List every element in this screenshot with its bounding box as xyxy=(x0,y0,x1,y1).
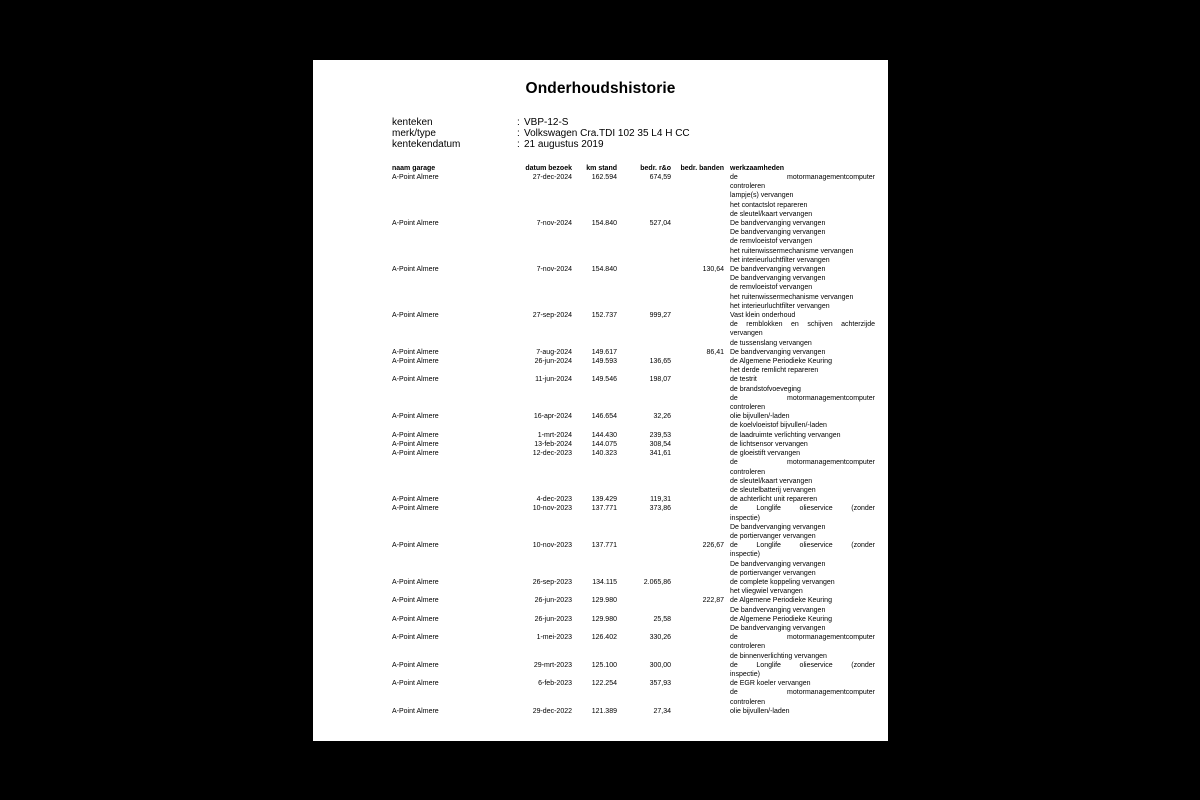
work-description xyxy=(730,357,875,375)
work-line: de motormanagementcomputer xyxy=(730,634,875,642)
work-line: De bandvervanging vervangen xyxy=(730,275,826,283)
amount-tires: 130,64 xyxy=(702,266,724,274)
work-description xyxy=(730,440,875,449)
work-line: de motormanagementcomputer xyxy=(730,174,875,181)
table-row xyxy=(313,633,888,661)
work-line: De bandvervanging vervangen xyxy=(730,229,826,237)
table-row xyxy=(313,449,888,495)
work-line: de testrit xyxy=(730,376,757,384)
garage-name: A-Point Almere xyxy=(392,376,439,384)
amount-repair: 136,65 xyxy=(649,358,671,366)
garage-name: A-Point Almere xyxy=(392,413,439,421)
work-line: De bandvervanging vervangen xyxy=(730,348,826,356)
meta-value: Volkswagen Cra.TDI 102 35 L4 H CC xyxy=(524,128,690,139)
visit-date: 6-feb-2023 xyxy=(538,680,572,688)
table-row xyxy=(313,661,888,679)
garage-name: A-Point Almere xyxy=(392,440,439,448)
visit-date: 29-dec-2022 xyxy=(532,707,572,715)
work-line: de EGR koeler vervangen xyxy=(730,680,811,688)
work-description xyxy=(730,412,875,430)
mileage: 154.840 xyxy=(591,266,617,274)
visit-date: 12-dec-2023 xyxy=(532,450,572,458)
work-line: controleren xyxy=(730,183,766,191)
garage-name: A-Point Almere xyxy=(392,634,439,642)
work-line: vervangen xyxy=(730,330,763,338)
table-row xyxy=(313,219,888,265)
work-description xyxy=(730,431,875,440)
work-line: het vliegwiel vervangen xyxy=(730,588,803,596)
header-garage: naam garage xyxy=(392,165,436,172)
work-description xyxy=(730,449,875,495)
mileage: 137.771 xyxy=(591,505,617,513)
amount-repair: 373,86 xyxy=(649,505,671,513)
page-title: Onderhoudshistorie xyxy=(525,80,676,97)
mileage: 134.115 xyxy=(592,578,617,586)
visit-date: 26-jun-2023 xyxy=(534,597,572,605)
garage-name: A-Point Almere xyxy=(392,578,439,586)
work-line: het interieurluchtfilter vervangen xyxy=(730,256,830,264)
visit-date: 7-nov-2024 xyxy=(536,220,572,228)
garage-name: A-Point Almere xyxy=(392,496,439,504)
work-line: het ruitenwissermechanisme vervangen xyxy=(730,247,854,255)
work-line: de laadruimte verlichting vervangen xyxy=(730,431,841,439)
work-description xyxy=(730,707,875,716)
work-line: de motormanagementcomputer xyxy=(730,689,875,697)
visit-date: 16-apr-2024 xyxy=(533,413,572,421)
amount-repair: 330,26 xyxy=(649,634,671,642)
amount-tires: 222,87 xyxy=(702,597,724,605)
work-line: de binnenverlichting vervangen xyxy=(730,652,827,660)
visit-date: 11-jun-2024 xyxy=(535,376,572,384)
work-line: de Longlife olieservice (zonder xyxy=(730,661,875,669)
work-line: De bandvervanging vervangen xyxy=(730,606,826,614)
header-ro: bedr. r&o xyxy=(640,165,671,172)
amount-repair: 25,58 xyxy=(653,615,671,623)
mileage: 149.546 xyxy=(591,376,617,384)
work-line: de lichtsensor vervangen xyxy=(730,440,808,448)
visit-date: 27-sep-2024 xyxy=(532,312,572,320)
meta-row-merk-type xyxy=(392,128,690,139)
garage-name: A-Point Almere xyxy=(392,661,439,669)
mileage: 152.737 xyxy=(591,312,617,320)
work-line: de achterlicht unit repareren xyxy=(730,496,818,504)
garage-name: A-Point Almere xyxy=(392,505,439,513)
visit-date: 4-dec-2023 xyxy=(536,496,572,504)
visit-date: 7-nov-2024 xyxy=(536,266,572,274)
work-line: de sleutelbatterij vervangen xyxy=(730,486,816,494)
work-line: de remvloeistof vervangen xyxy=(730,238,813,246)
work-line: de Algemene Periodieke Keuring xyxy=(730,358,832,366)
visit-date: 7-aug-2024 xyxy=(536,348,572,356)
work-line: controleren xyxy=(730,698,766,706)
document-page xyxy=(313,60,888,741)
meta-label: merk/type xyxy=(392,128,436,139)
visit-date: 26-jun-2024 xyxy=(534,358,572,366)
work-line: de sleutel/kaart vervangen xyxy=(730,477,813,485)
table-row xyxy=(313,357,888,375)
mileage: 129.980 xyxy=(591,597,617,605)
table-row xyxy=(313,707,888,716)
header-work: werkzaamheden xyxy=(730,165,785,172)
work-description xyxy=(730,375,875,412)
visit-date: 13-feb-2024 xyxy=(534,440,572,448)
amount-repair: 308,54 xyxy=(649,440,671,448)
visit-date: 1-mei-2023 xyxy=(536,634,572,642)
work-description xyxy=(730,495,875,504)
work-description xyxy=(730,615,875,633)
work-line: olie bijvullen/-laden xyxy=(730,707,790,715)
mileage: 162.594 xyxy=(591,174,617,181)
work-line: Vast klein onderhoud xyxy=(730,312,796,320)
garage-name: A-Point Almere xyxy=(392,312,439,320)
table-row xyxy=(313,431,888,440)
meta-row-kentekendatum xyxy=(392,139,690,150)
work-line: De bandvervanging vervangen xyxy=(730,523,826,531)
maintenance-table xyxy=(313,173,888,716)
garage-name: A-Point Almere xyxy=(392,266,439,274)
work-line: de remblokken en schijven achterzijde xyxy=(730,321,875,329)
work-description xyxy=(730,541,875,578)
visit-date: 26-jun-2023 xyxy=(534,615,572,623)
header-km: km stand xyxy=(586,165,617,172)
mileage: 140.323 xyxy=(591,450,617,458)
amount-repair: 27,34 xyxy=(653,707,671,715)
meta-label: kentekendatum xyxy=(392,139,461,150)
amount-repair: 2.065,86 xyxy=(643,578,671,586)
work-line: de Algemene Periodieke Keuring xyxy=(730,615,832,623)
work-line: het derde remlicht repareren xyxy=(730,367,819,375)
work-line: het contactslot repareren xyxy=(730,201,808,209)
garage-name: A-Point Almere xyxy=(392,707,439,715)
meta-value: 21 augustus 2019 xyxy=(524,139,604,150)
work-line: de sleutel/kaart vervangen xyxy=(730,210,813,218)
work-line: de Algemene Periodieke Keuring xyxy=(730,597,832,605)
mileage: 126.402 xyxy=(591,634,617,642)
work-description xyxy=(730,633,875,661)
table-row xyxy=(313,265,888,311)
garage-name: A-Point Almere xyxy=(392,597,439,605)
work-line: de Longlife olieservice (zonder xyxy=(730,505,875,513)
work-line: controleren xyxy=(730,468,766,476)
work-description xyxy=(730,265,875,311)
work-line: de portiervanger vervangen xyxy=(730,532,816,540)
work-line: controleren xyxy=(730,404,766,412)
work-line: de koelvloeistof bijvullen/-laden xyxy=(730,422,827,430)
garage-name: A-Point Almere xyxy=(392,431,439,439)
table-row xyxy=(313,311,888,348)
work-line: de Longlife olieservice (zonder xyxy=(730,542,875,550)
mileage: 144.075 xyxy=(591,440,617,448)
amount-repair: 527,04 xyxy=(649,220,671,228)
work-line: de brandstofvoeveging xyxy=(730,385,801,393)
work-line: De bandvervanging vervangen xyxy=(730,560,826,568)
work-line: de motormanagementcomputer xyxy=(730,459,875,467)
vehicle-info xyxy=(392,117,690,150)
amount-repair: 198,07 xyxy=(649,376,671,384)
mileage: 125.100 xyxy=(591,661,617,669)
header-banden: bedr. banden xyxy=(680,165,724,172)
work-description xyxy=(730,661,875,679)
meta-label: kenteken xyxy=(392,117,433,128)
amount-repair: 357,93 xyxy=(649,680,671,688)
mileage: 149.617 xyxy=(591,348,617,356)
visit-date: 10-nov-2023 xyxy=(532,542,572,550)
work-line: de complete koppeling vervangen xyxy=(730,578,835,586)
visit-date: 1-mrt-2024 xyxy=(537,431,572,439)
amount-repair: 300,00 xyxy=(649,661,671,669)
visit-date: 29-mrt-2023 xyxy=(533,661,572,669)
amount-tires: 226,67 xyxy=(702,542,724,550)
table-row xyxy=(313,504,888,541)
work-line: De bandvervanging vervangen xyxy=(730,220,826,228)
mileage: 121.389 xyxy=(591,707,617,715)
amount-repair: 999,27 xyxy=(649,312,671,320)
mileage: 154.840 xyxy=(591,220,617,228)
table-row xyxy=(313,541,888,578)
mileage: 139.429 xyxy=(591,496,617,504)
garage-name: A-Point Almere xyxy=(392,220,439,228)
work-description xyxy=(730,504,875,541)
garage-name: A-Point Almere xyxy=(392,615,439,623)
table-row xyxy=(313,348,888,357)
amount-tires: 86,41 xyxy=(706,348,724,356)
work-description xyxy=(730,679,875,707)
work-line: De bandvervanging vervangen xyxy=(730,266,826,274)
garage-name: A-Point Almere xyxy=(392,174,439,181)
work-line: De bandvervanging vervangen xyxy=(730,624,826,632)
work-line: inspectie) xyxy=(730,551,760,559)
work-description xyxy=(730,596,875,614)
work-line: het interieurluchtfilter vervangen xyxy=(730,302,830,310)
header-date: datum bezoek xyxy=(525,165,572,172)
table-row xyxy=(313,173,888,219)
work-line: controleren xyxy=(730,643,766,651)
mileage: 149.593 xyxy=(591,358,617,366)
work-line: inspectie) xyxy=(730,670,760,678)
work-description xyxy=(730,173,875,219)
visit-date: 27-dec-2024 xyxy=(532,174,572,181)
work-line: de tussenslang vervangen xyxy=(730,339,812,347)
work-line: de portiervanger vervangen xyxy=(730,569,816,577)
work-line: de remvloeistof vervangen xyxy=(730,284,813,292)
work-description xyxy=(730,219,875,265)
table-row xyxy=(313,615,888,633)
work-line: de motormanagementcomputer xyxy=(730,394,875,402)
table-row xyxy=(313,578,888,596)
amount-repair: 674,59 xyxy=(649,174,671,181)
table-row xyxy=(313,495,888,504)
meta-row-kenteken xyxy=(392,117,690,128)
visit-date: 26-sep-2023 xyxy=(532,578,572,586)
meta-separator: : xyxy=(517,117,520,128)
table-row xyxy=(313,679,888,707)
table-row xyxy=(313,596,888,614)
work-description xyxy=(730,311,875,348)
work-line: het ruitenwissermechanisme vervangen xyxy=(730,293,854,301)
mileage: 146.654 xyxy=(591,413,617,421)
meta-value: VBP-12-S xyxy=(524,117,569,128)
work-description xyxy=(730,348,875,357)
mileage: 122.254 xyxy=(591,680,617,688)
amount-repair: 119,31 xyxy=(650,496,671,504)
garage-name: A-Point Almere xyxy=(392,450,439,458)
garage-name: A-Point Almere xyxy=(392,542,439,550)
amount-repair: 32,26 xyxy=(653,413,671,421)
meta-separator: : xyxy=(517,128,520,139)
mileage: 144.430 xyxy=(591,431,617,439)
work-description xyxy=(730,578,875,596)
garage-name: A-Point Almere xyxy=(392,348,439,356)
mileage: 137.771 xyxy=(591,542,617,550)
work-line: lampje(s) vervangen xyxy=(730,192,794,200)
garage-name: A-Point Almere xyxy=(392,680,439,688)
table-row xyxy=(313,375,888,412)
table-row xyxy=(313,412,888,430)
work-line: olie bijvullen/-laden xyxy=(730,413,790,421)
work-line: de gloeistift vervangen xyxy=(730,450,801,458)
amount-repair: 239,53 xyxy=(649,431,671,439)
amount-repair: 341,61 xyxy=(649,450,671,458)
meta-separator: : xyxy=(517,139,520,150)
visit-date: 10-nov-2023 xyxy=(532,505,572,513)
table-row xyxy=(313,440,888,449)
garage-name: A-Point Almere xyxy=(392,358,439,366)
mileage: 129.980 xyxy=(591,615,617,623)
work-line: inspectie) xyxy=(730,514,760,522)
